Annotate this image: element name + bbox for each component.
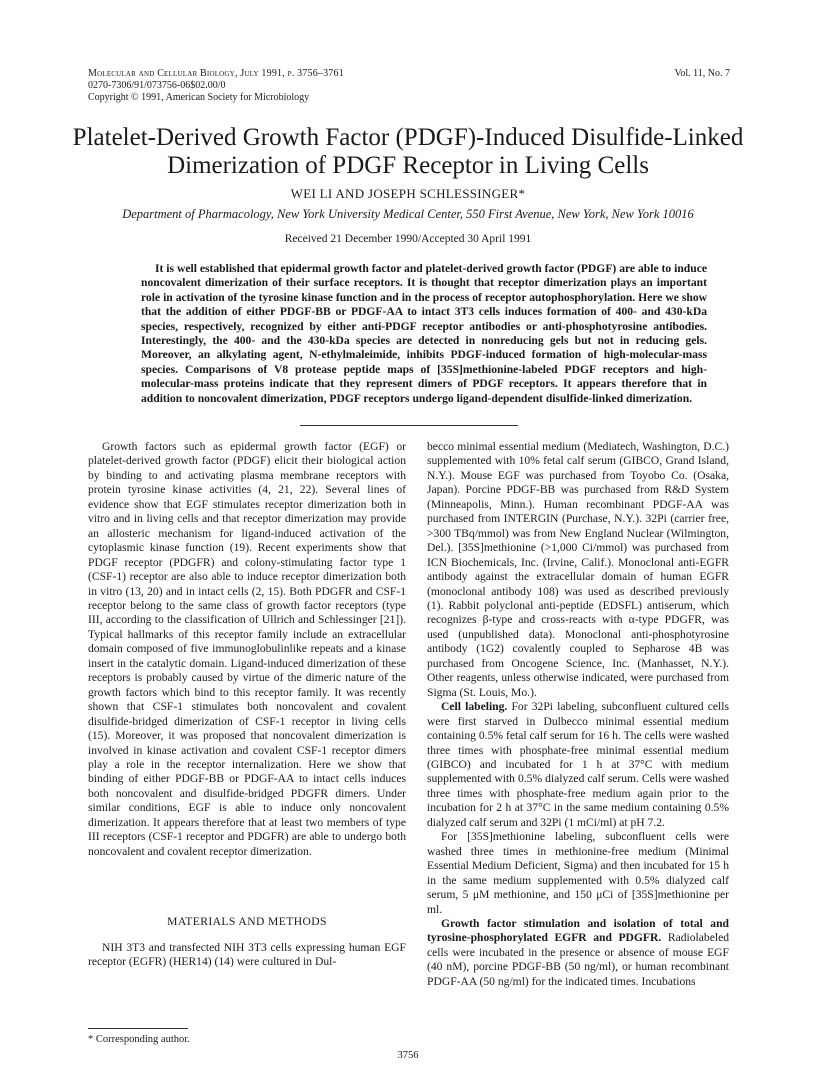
- abstract-divider: [300, 425, 518, 426]
- page-number: 3756: [397, 1050, 419, 1061]
- abstract: It is well established that epidermal growth factor and platelet-derived growth factor (PDGF) are able to induce noncovalent dimerization of their surface receptors. It is thought that receptor dimerization plays an important role in activation of the tyrosine kinase function and in the process of receptor autophosphorylation. Here we show that the addition of either PDGF-BB or PDGF-AA to intact 3T3 cells induces formation of 400- and 430-kDa species, respectively, recognized by either anti-PDGF receptor antibodies or anti-phosphotyrosine antibodies. Interestingly, the 400- and the 430-kDa species are detected in nonreducing gels but not in reducing gels. Moreover, an alkylating agent, N-ethylmaleimide, inhibits PDGF-induced formation of high-molecular-mass species. Comparisons of V8 protease peptide maps of [35S]methionine-labeled PDGF receptors and high-molecular-mass proteins indicate that they represent dimers of PDGF receptors. It appears therefore that in addition to noncovalent dimerization, PDGF receptors undergo ligand-dependent disulfide-linked dimerization.: [141, 262, 707, 405]
- left-column: [88, 440, 406, 859]
- methionine-labeling-paragraph: For [35S]methionine labeling, subconfluent cells were washed three times in methionine-free medium (Minimal Essential Medium Deficient, Sigma) and then incubated for 15 h in the same medium supplemented with 0.5% dialyzed calf serum, 5 μM methionine, and 150 μCi of [35S]methionine per ml.: [427, 830, 729, 916]
- journal-citation: Molecular and Cellular Biology, July 1991, p. 3756–3761: [88, 68, 344, 79]
- growth-factor-paragraph: [427, 917, 729, 989]
- right-column: [427, 440, 729, 989]
- affiliation: Department of Pharmacology, New York University Medical Center, 550 First Avenue, New York, New York 10016: [122, 207, 694, 221]
- methods-start: [88, 941, 406, 970]
- introduction-paragraph: Growth factors such as epidermal growth factor (EGF) or platelet-derived growth factor (PDGF) elicit their biological action by binding to and activating plasma membrane receptors with protein tyrosine kinase activities (4, 21, 22). Several lines of evidence show that EGF stimulates receptor dimerization both in vitro and in living cells and that receptor dimerization may provide an allosteric mechanism for ligand-induced activation of the cytoplasmic kinase function (19). Recent experiments show that PDGF receptor (PDGFR) and colony-stimulating factor type 1 (CSF-1) receptor are also able to induce receptor dimerization both in vitro (13, 20) and in intact cells (2, 15). Both PDGFR and CSF-1 receptor belong to the same class of growth factor receptors (type III, according to the classification of Ullrich and Schlessinger [21]). Typical hallmarks of this receptor family include an extracellular domain composed of five immunoglobulinlike repeats and a kinase insert in the catalytic domain. Ligand-induced dimerization of these receptors is probably caused by virtue of the dimeric nature of the growth factors which bind to this receptor family. It was recently shown that CSF-1 stimulates both noncovalent and covalent disulfide-bridged dimerization of CSF-1 receptor in living cells (15). Moreover, it was proposed that noncovalent dimerization is involved in kinase activation and covalent CSF-1 receptor dimers play a role in the receptor internalization. Here we show that binding of either PDGF-BB or PDGF-AA to intact cells induces both noncovalent and disulfide-bridged PDGFR dimers. Under similar conditions, EGF is able to induce only noncovalent dimerization. It appears therefore that at least two members of type III receptors (CSF-1 receptor and PDGFR) are able to undergo both noncovalent and covalent receptor dimerization.: [88, 440, 406, 858]
- title-line-1: Platelet-Derived Growth Factor (PDGF)-Induced Disulfide-Linked: [72, 124, 744, 151]
- methods-first-paragraph: NIH 3T3 and transfected NIH 3T3 cells expressing human EGF receptor (EGFR) (HER14) (14) were cultured in Dul-: [88, 941, 406, 969]
- growth-factor-text: Radiolabeled cells were incubated in the presence or absence of mouse EGF (40 nM), porcine PDGF-BB (50 ng/ml), or human recombinant PDGF-AA (50 ng/ml) for the indicated times. Incubations: [427, 931, 730, 988]
- section-heading: MATERIALS AND METHODS: [167, 915, 327, 928]
- footnote-rule: [88, 1028, 188, 1029]
- title-line-2: Dimerization of PDGF Receptor in Living Cells: [167, 152, 649, 179]
- cell-labeling-text: For 32Pi labeling, subconfluent cultured cells were first starved in Dulbecco minimal essential medium containing 0.5% fetal calf serum for 16 h. The cells were washed three times with phosphate-free minimal essential medium (GIBCO) and incubated for 1 h at 37°C with medium supplemented with 0.5% dialyzed calf serum. Cells were washed three times with phosphate-free medium again prior to the incubation for 2 h at 37°C in the same medium containing 0.5% dialyzed calf serum and 32Pi (1 mCi/ml) at pH 7.2.: [427, 700, 729, 829]
- cell-labeling-heading: Cell labeling.: [441, 700, 508, 714]
- authors: WEI LI AND JOSEPH SCHLESSINGER*: [290, 186, 526, 201]
- cell-labeling-paragraph: [427, 700, 729, 830]
- materials-paragraph: becco minimal essential medium (Mediatech, Washington, D.C.) supplemented with 10% fetal calf serum (GIBCO, Grand Island, N.Y.). Mouse EGF was purchased from Toyobo Co. (Osaka, Japan). Porcine PDGF-BB was purchased from R&D System (Minneapolis, Minn.). Human recombinant PDGF-AA was purchased from INTERGIN (Purchase, N.Y.). 32Pi (carrier free, >300 TBq/mmol) was from New England Nuclear (Wilmington, Del.). [35S]methionine (>1,000 Ci/mmol) was purchased from ICN Biochemicals, Inc. (Irvine, Calif.). Monoclonal anti-EGFR antibody against the extracellular domain of human EGFR (monoclonal antibody 108) was used as described previously (1). Rabbit polyclonal anti-peptide (EDSFL) antiserum, which recognizes β-type and cross-reacts with α-type PDGFR, was used (unpublished data). Monoclonal anti-phosphotyrosine antibody (1G2) covalently coupled to Sepharose 4B was purchased from Oncogene Science, Inc. (Manhasset, N.Y.). Other reagents, unless otherwise indicated, were purchased from Sigma (St. Louis, Mo.).: [427, 440, 729, 699]
- article-code: 0270-7306/91/073756-06$02.00/0: [88, 80, 226, 91]
- volume-issue: Vol. 11, No. 7: [674, 68, 730, 79]
- growth-factor-heading: Growth factor stimulation and isolation of total and tyrosine-phosphorylated EGFR and PDGFR.: [427, 916, 729, 945]
- received-date: Received 21 December 1990/Accepted 30 April 1991: [284, 233, 532, 245]
- copyright-line: Copyright © 1991, American Society for Microbiology: [88, 92, 310, 103]
- footnote: * Corresponding author.: [88, 1034, 190, 1045]
